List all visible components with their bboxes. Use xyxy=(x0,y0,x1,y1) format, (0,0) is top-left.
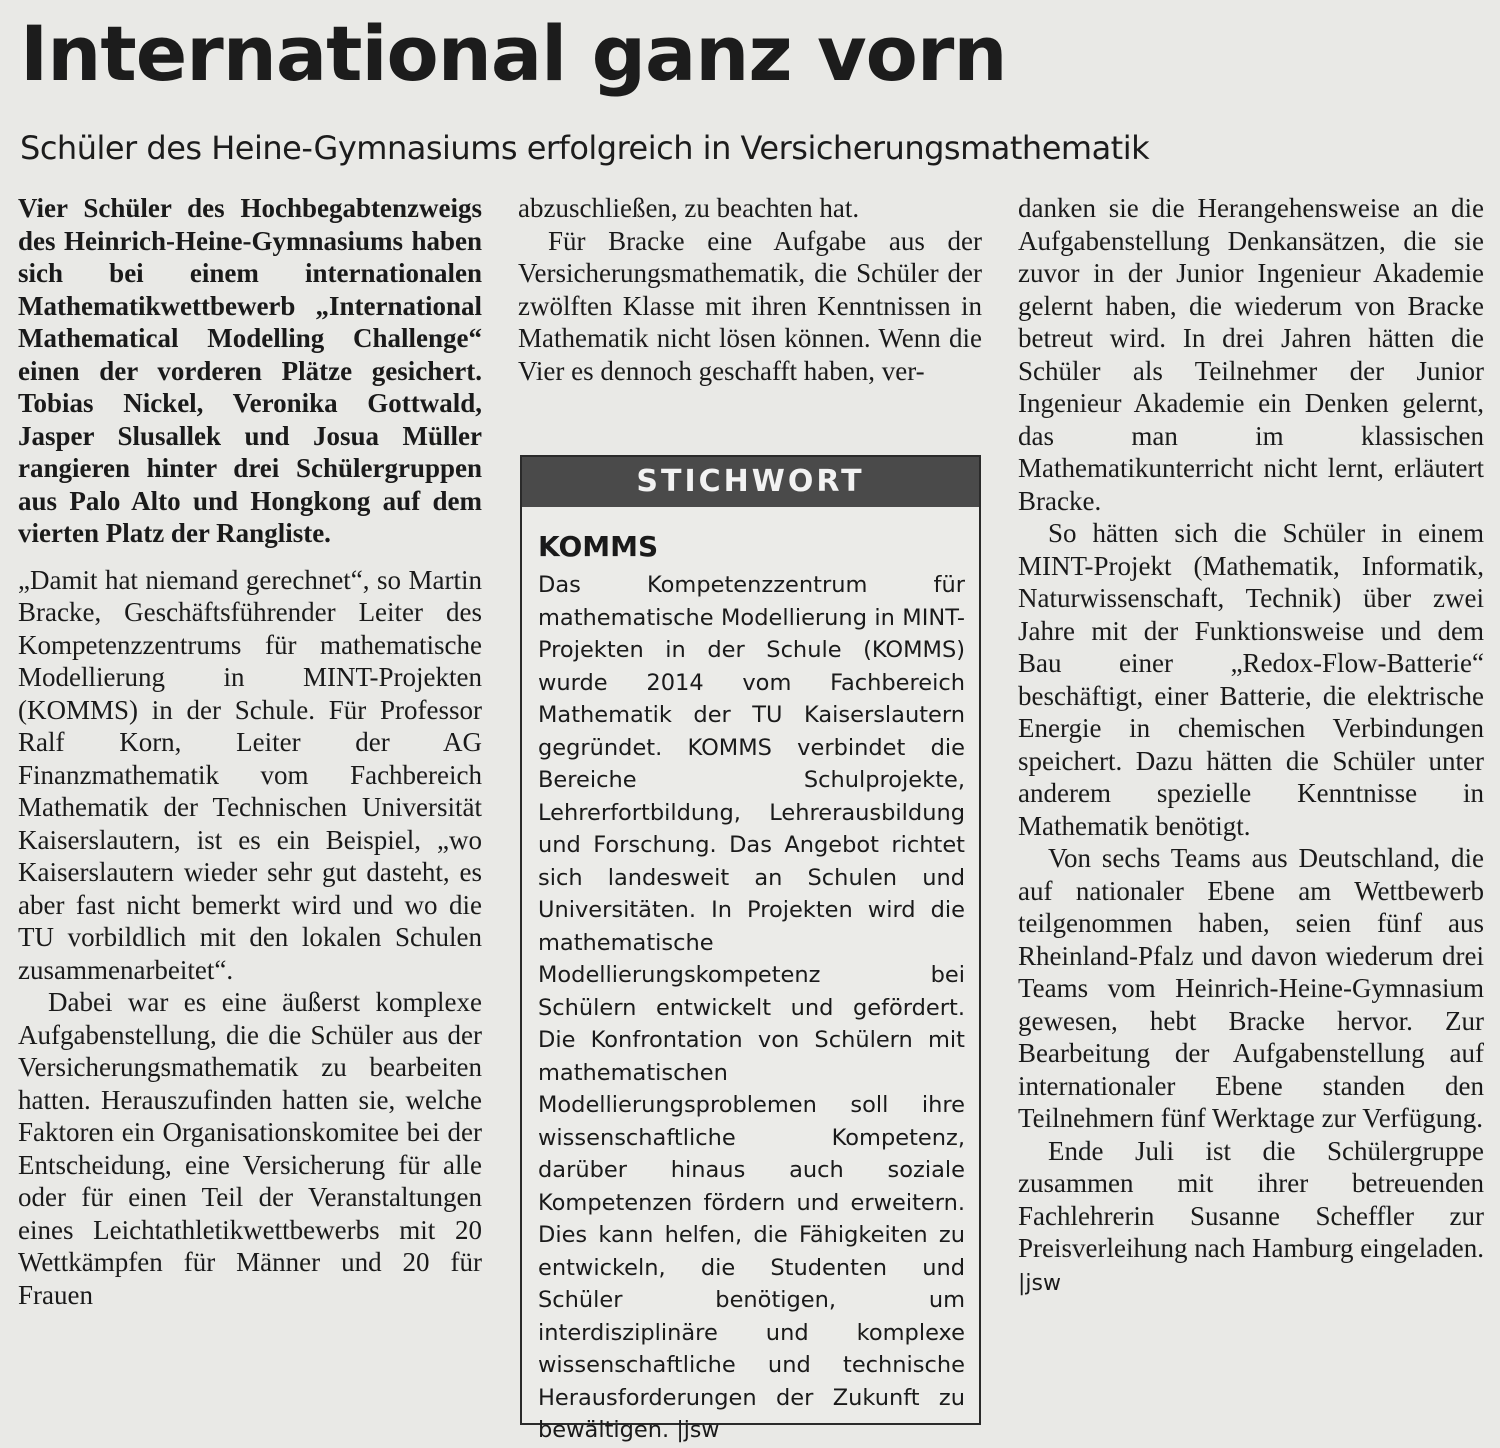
stichwort-infobox xyxy=(520,455,981,1443)
body-paragraph: danken sie die Herangehensweise an die Aufgabenstellung Denkansätzen, die sie zuvor in der Junior Ingenieur Akademie gelernt haben, die wiederum von Bracke betreut wird. In drei Jahren hätten die Schüler als Teilnehmer der Junior Ingenieur Akademie ein Denken gelernt, das man im klassischen Mathematikunterricht nicht lernt, erläutert Bracke. xyxy=(1018,193,1484,516)
infobox-title: KOMMS xyxy=(538,530,659,563)
body-paragraph: Für Bracke eine Aufgabe aus der Versicherungsmathematik, die Schüler der zwölften Klasse mit ihren Kenntnissen in Mathematik nicht lösen können. Wenn die Vier es dennoch geschafft haben, ver- xyxy=(518,225,982,386)
infobox-signature: |jsw xyxy=(676,1418,720,1443)
body-paragraph: Von sechs Teams aus Deutschland, die auf nationaler Ebene am Wettbewerb teilgenommen haben, seien fünf aus Rheinland-Pfalz und davon wiederum drei Teams vom Heinrich-Heine-Gymnasium gewesen, hebt Bracke hervor. Zur Bearbeitung der Aufgabenstellung auf internationaler Ebene standen den Teilnehmern fünf Werktage zur Verfügung. xyxy=(1018,843,1484,1133)
body-paragraph: „Damit hat niemand gerechnet“, so Martin Bracke, Geschäftsführender Leiter des Kompetenzzentrums für mathematische Modellierung in MINT-Projekten (KOMMS) in der Schule. Für Professor Ralf Korn, Leiter der AG Finanzmathematik vom Fachbereich Mathematik der Technischen Universität Kaiserslautern, ist es ein Beispiel, „wo Kaiserslautern wieder sehr gut dasteht, es aber fast nicht bemerkt wird und wo die TU vorbildlich mit den lokalen Schulen zusammenarbeitet“. xyxy=(18,564,482,985)
infobox-text xyxy=(538,569,965,1448)
subheadline: Schüler des Heine-Gymnasiums erfolgreich in Versicherungsmathematik xyxy=(20,129,1150,167)
article-column-1 xyxy=(18,192,482,1311)
infobox-label: STICHWORT xyxy=(522,457,979,507)
lead-paragraph: Vier Schüler des Hochbegabtenzweigs des Heinrich-Heine-Gymnasiums haben sich bei einem internationalen Mathematikwettbewerb „International Mathematical Modelling Challenge“ einen der vorderen Plätze gesichert. Tobias Nickel, Veronika Gottwald, Jasper Slusallek und Josua Müller rangieren hinter drei Schülergruppen aus Palo Alto und Hongkong auf dem vierten Platz der Rangliste. xyxy=(18,193,482,548)
infobox-body: Das Kompetenzzentrum für mathematische Modellierung in MINT-Projekten in der Schule (KOMMS) wurde 2014 vom Fachbereich Mathematik der TU Kaiserslautern gegründet. KOMMS verbindet die Bereiche Schulprojekte, Lehrerfortbildung, Lehrerausbildung und Forschung. Das Angebot richtet sich landesweit an Schulen und Universitäten. In Projekten wird die mathematische Modellierungskompetenz bei Schülern entwickelt und gefördert. Die Konfrontation von Schülern mit mathematischen Modellierungsproblemen soll ihre wissenschaftliche Kompetenz, darüber hinaus auch soziale Kompetenzen fördern und erweitern. Dies kann helfen, die Fähigkeiten zu entwickeln, die Studenten und Schüler benötigen, um interdisziplinäre und komplexe wissenschaftliche und technische Herausforderungen der Zukunft zu bewältigen. xyxy=(538,572,965,1443)
article-column-2 xyxy=(518,192,982,387)
closing-text: Ende Juli ist die Schülergruppe zusammen mit ihrer betreuenden Fachlehrerin Susanne Scheffler zur Preisverleihung nach Hamburg eingeladen. xyxy=(1018,1135,1484,1263)
article-column-3 xyxy=(1018,192,1484,1300)
body-paragraph: Dabei war es eine äußerst komplexe Aufgabenstellung, die die Schüler aus der Versicherungsmathematik zu bearbeiten hatten. Herauszufinden hatten sie, welche Faktoren ein Organisationskomitee bei der Entscheidung, eine Versicherung für alle oder für einen Teil der Veranstaltungen eines Leichtathletikwettbewerbs mit 20 Wettkämpfen für Männer und 20 für Frauen xyxy=(18,987,482,1310)
body-paragraph xyxy=(1018,1135,1484,1301)
headline: International ganz vorn xyxy=(20,9,1007,98)
body-paragraph: So hätten sich die Schüler in einem MINT-Projekt (Mathematik, Informatik, Naturwissenschaft, Technik) über zwei Jahre mit der Funktionsweise und dem Bau einer „Redox-Flow-Batterie“ beschäftigt, einer Batterie, die elektrische Energie in chemischen Verbindungen speichert. Dazu hätten die Schüler unter anderem spezielle Kenntnisse in Mathematik benötigt. xyxy=(1018,518,1484,841)
author-signature: |jsw xyxy=(1018,1270,1061,1296)
body-paragraph: abzuschließen, zu beachten hat. xyxy=(518,193,860,223)
